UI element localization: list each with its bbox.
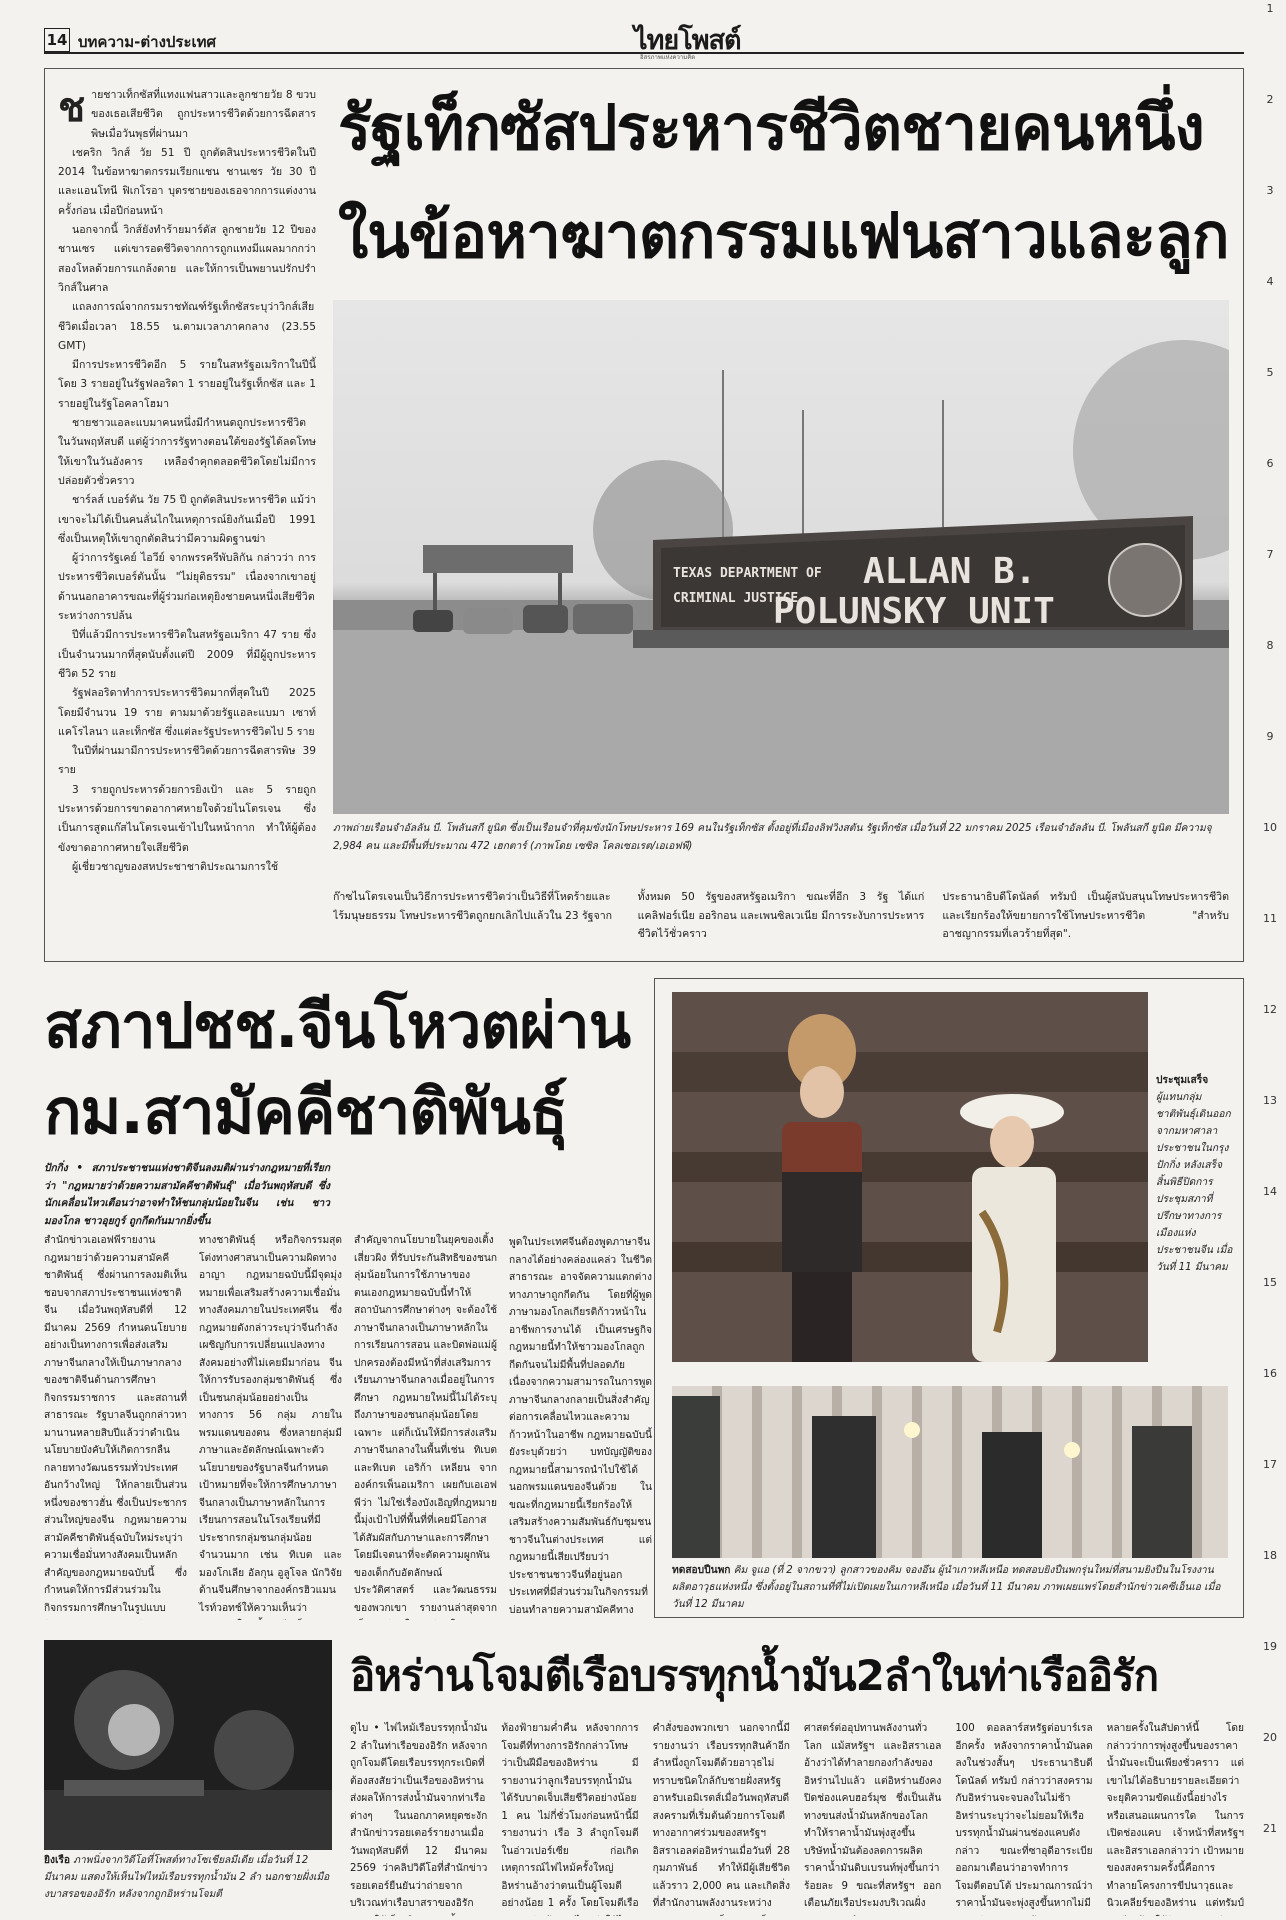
- ruler-mark: 12: [1263, 1003, 1277, 1016]
- story2-headline-line1: สภาปชช.จีนโหวตผ่าน: [44, 989, 631, 1062]
- caption-title: ยิงเรือ: [44, 1855, 71, 1866]
- ethnic-delegates-photo: [672, 992, 1148, 1362]
- column: ดูไบ • ไฟไหม้เรือบรรทุกน้ำมัน 2 ลำในท่าเรือของอิรัก หลังจากถูกโจมตีโดยเรือบรรทุกระเบิดที่ต้องสงสัยว่าเป็นเรือของอิหร่าน ส่งผลให้การส่งน้ำมันจากท่าเรือต่างๆ ในนอกภาคหยุดชะงัก สำนักข่าวรอยเตอร์รายงานเมื่อวันพฤหัสบดีที่ 12 มีนาคม 2569 ว่าคลิปวิดีโอที่สำนักข่าวรอยเตอร์ยืนยันว่าถ่ายจากบริเวณท่าเรือบาสราของอิรัก: [350, 1723, 488, 1909]
- ruler-mark: 15: [1263, 1276, 1277, 1289]
- ruler-mark: 20: [1263, 1731, 1277, 1744]
- story3-headline: อิหร่านโจมตีเรือบรรทุกน้ำมัน2ลำในท่าเรืออิรัก: [350, 1651, 1158, 1700]
- caption-body: ภาพนิ่งจากวิดีโอที่โพสต์ทางโซเชียลมีเดีย เมื่อวันที่ 12 มีนาคม แสดงให้เห็นไฟไหม้เรือบรรทุกน้ำมัน 2 ลำ นอกชายฝั่งเมืองบาสรอของอิรัก หลังจากถูกอิหร่านโจมตี: [44, 1855, 330, 1900]
- story1-bottom-columns: [333, 888, 1229, 954]
- paragraph: ในปีที่ผ่านมามีการประหารชีวิตด้วยการฉีดสารพิษ 39 ราย: [58, 745, 316, 777]
- sign-line1: TEXAS DEPARTMENT OF: [673, 566, 822, 581]
- paragraph: ายชาวเท็กซัสที่แทงแฟนสาวและลูกชายวัย 8 ขวบของเธอเสียชีวิต ถูกประหารชีวิตด้วยการฉีดสารพิษเมื่อวันพุธที่ผ่านมา: [91, 89, 316, 140]
- ruler-mark: 4: [1266, 275, 1274, 288]
- ruler-mark: 1: [1266, 2, 1274, 15]
- column: พูดในประเทศจีนต้องพูดภาษาจีนกลางได้อย่างคล่องแคล่ว ในชีวิตสาธารณะ อาจจัดความแตกต่างทางภาษาถูกกีดกัน โดยที่ผู้พูดภาษามองโกลเกียรติก้าวหน้าในอาชีพการงานได้ เป็นเศรษฐกิจ กฎหมายนี้ทำให้ชาวมองโกลถูกกีดกันจนไม่มีพื้นที่ปลอดภัย เนื่องจากความสามารถในการพูดภาษาจีนกลางกลายเป็นสิ่งสำคัญต่อการเคลื่อนไหวและความก้าวหน้าในอาชีพ กฎหมายฉบับนี้ยังระบุด้วยว่า บทบัญญัติของกฎหมายนี้สามารถนำไปใช้ได้นอกพรมแดนของจีนด้วย ในขณะที่กฎหมายนี้เรียกร้องให้เสริมสร้างความสัมพันธ์กับชุมชนชาวจีนในต่างประเทศ แต่กฎหมายนี้เสียเปรียบว่า ประชาชนชาวจีนที่อยู่นอกประเทศที่มีส่วนร่วมในกิจกรรมที่บ่อนทำลายความสามัคคีทาง: [509, 1237, 652, 1616]
- column: สำคัญจากนโยบายในยุคของเติ้งเสี่ยวผิง ที่รับประกันสิทธิของชนกลุ่มน้อยในการใช้ภาษาของตนเองกฎหมายฉบับนี้ทำให้สถาบันการศึกษาต่างๆ จะต้องใช้ภาษาจีนกลางเป็นภาษาหลักในการเรียนการสอน และบิดพ่อแม่ผู้ปกครองต้องมีหน้าที่ส่งเสริมการเรียนภาษาจีนกลางเมื่ออยู่ในการศึกษา กฎหมายใหม่นี้ไม่ได้ระบุถึงภาษาของชนกลุ่มน้อยโดยเฉพาะ แต่ก็เน้นให้มีการส่งเสริมภาษาจีนกลางในพื้นที่เช่น ทิเบต และทิเบต เอริก้า เหลียน จากองค์กรเพ็นอเมริกา เผยกับเอเอฟพีว่า ไม่ใช่เรื่องบังเอิญที่กฎหมายนี้มุ่งเป้าไปที่พื้นที่ที่เคยมีโอกาสได้สัมผัสกับภาษาและการศึกษา โดยมีเจตนาที่จะตัดความผูกพันของเด็กกับอัตลักษณ์ ประวัติศาสตร์ และวัฒนธรรมของพวกเขา รายงานล่าสุดจาก: [354, 1235, 497, 1614]
- column: หลายครั้งในสัปดาห์นี้ โดยกล่าวว่าการพุ่งสูงขึ้นของราคาน้ำมันจะเป็นเพียงชั่วคราว แต่เขาไม่ได้อธิบายรายละเอียดว่าจะยุติความขัดแย้งนี้อย่างไร หรือเสนอแผนการใด ในการเปิดช่องแคบ เจ้าหน้าที่สหรัฐฯ และอิสราเอลกล่าวว่า เป้าหมายของสงครามครั้งนี้คือการทำลายโครงการขีปนาวุธและนิวเคลียร์ของอิหร่าน แต่ทรัมป์: [1106, 1723, 1244, 1909]
- story1-left-column: [58, 86, 316, 956]
- column: 100 ดอลลาร์สหรัฐต่อบาร์เรลอีกครั้ง หลังจากราคาน้ำมันลดลงในช่วงสั้นๆ ประธานาธิบดีโดนัลด์ ทรัมป์ กล่าวว่าสงครามกับอิหร่านจะจบลงในไม่ช้า อิหร่านระบุว่าจะไม่ยอมให้เรือบรรทุกน้ำมันผ่านช่องแคบดังกล่าว ขณะที่ซาอุดีอาระเบียออกมาเตือนว่าอาจทำการโจมตีตอบโต้ ประมาณการณ์ว่าราคาน้ำมันจะพุ่งสูงขึ้นหากไม่มี: [955, 1723, 1093, 1909]
- ruler-mark: 6: [1266, 457, 1274, 470]
- story2-headline-line2: กม.สามัคคีชาติพันธุ์: [44, 1075, 567, 1148]
- masthead: ไทยโพสต์: [634, 25, 741, 56]
- ruler-mark: 17: [1263, 1458, 1277, 1471]
- burning-tanker-photo: [44, 1640, 332, 1850]
- story3-columns: [350, 1720, 1244, 1916]
- page-number: 14: [44, 28, 70, 52]
- paragraph: ชายชาวแอละแบมาคนหนึ่งมีกำหนดถูกประหารชีวิตในวันพฤหัสบดี แต่ผู้ว่าการรัฐทางตอนใต้ของรัฐได้ลดโทษให้เขาในวันอังคาร เหลือจำคุกตลอดชีวิตโดยไม่มีการปล่อยตัวชั่วคราว: [58, 417, 316, 487]
- tanker-photo-art: [44, 1640, 332, 1850]
- caption-title: ทดสอบปืนพก: [672, 1565, 731, 1576]
- ruler-mark: 10: [1263, 821, 1277, 834]
- ruler-mark: 7: [1266, 548, 1274, 561]
- paragraph: ชาร์ลส์ เบอร์ตัน วัย 75 ปี ถูกตัดสินประหารชีวิต แม้ว่าเขาจะไม่ได้เป็นคนลั่นไกในเหตุการณ์ยิงกันเมื่อปี 1991 ซึ่งเป็นเหตุให้เขาถูกตัดสินว่ามีความผิดฐานฆ่า: [58, 494, 316, 545]
- paragraph: ปีที่แล้วมีการประหารชีวิตในสหรัฐอเมริกา 47 ราย ซึ่งเป็นจำนวนมากที่สุดนับตั้งแต่ปี 2009 ที่มีผู้ถูกประหารชีวิต 52 ราย: [58, 629, 316, 680]
- ethnic-photo-sidecaption: [1156, 1072, 1234, 1276]
- sidecaption-body: ผู้แทนกลุ่มชาติพันธุ์เดินออกจากมหาศาลาประชาชนในกรุงปักกิ่ง หลังเสร็จสิ้นพิธีปิดการประชุมสภาที่ปรึกษาทางการเมืองแห่งประชาชนจีน เมื่อวันที่ 11 มีนาคม: [1156, 1092, 1233, 1273]
- paragraph: นอกจากนี้ วิกส์ยังทำร้ายมาร์ดัส ลูกชายวัย 12 ปีของชานเซร แต่เขารอดชีวิตจากการถูกแทงมีแผลมากกว่าสองโหลด้วยการแกล้งตาย และให้การเป็นพยานปรักปรำวิกส์ในศาล: [58, 224, 316, 294]
- ruler-mark: 3: [1266, 184, 1274, 197]
- sign-line2: CRIMINAL JUSTICE: [673, 591, 799, 606]
- paragraph: มีการประหารชีวิตอีก 5 รายในสหรัฐอเมริกาในปีนี้ โดย 3 รายอยู่ในรัฐฟลอริดา 1 รายอยู่ในรัฐเท็กซัส และ 1 รายอยู่ในรัฐโอคลาโฮมา: [58, 359, 316, 410]
- story1-headline-line2: ในข้อหาฆาตกรรมแฟนสาวและลูก: [338, 199, 1229, 272]
- column: คำสั่งของพวกเขา นอกจากนี้มีรายงานว่า เรือบรรทุกสินค้าอีกลำหนึ่งถูกโจมตีด้วยอาวุธไม่ทราบชนิดใกล้กับชายฝั่งสหรัฐอาหรับเอมิเรตส์เมื่อวันพฤหัสบดี สงครามที่เริ่มต้นด้วยการโจมตีทางอากาศร่วมของสหรัฐฯ อิสราเอลต่ออิหร่านเมื่อวันที่ 28 กุมภาพันธ์ ทำให้มีผู้เสียชีวิตแล้วราว 2,000 คน และเกิดสิ่งที่สำนักงานพลังงานระหว่าง: [652, 1723, 790, 1909]
- ruler-mark: 13: [1263, 1094, 1277, 1107]
- column: สำนักข่าวเอเอฟพีรายงานกฎหมายว่าด้วยความสามัคคีชาติพันธุ์ ซึ่งผ่านการลงมติเห็นชอบจากสภาประชาชนแห่งชาติจีน เมื่อวันพฤหัสบดีที่ 12 มีนาคม 2569 กำหนดนโยบายอย่างเป็นทางการเพื่อส่งเสริมภาษาจีนกลางให้เป็นภาษากลางของชาติจีนด้านการศึกษา กิจกรรมราชการ และสถานที่สาธารณะ รัฐบาลจีนถูกกล่าวหามานานหลายสิบปีแล้วว่าดำเนินนโยบายบังคับให้เกิดการกลืนกลายทางวัฒนธรรมทั่วประเทศ อันกว้างใหญ่ ให้กลายเป็นส่วนหนึ่งของชาวฮั่น ซึ่งเป็นประชากรส่วนใหญ่ของจีน กฎหมายความสามัคคีชาติพันธุ์ฉบับใหม่ระบุว่า ความเชื่อมั่นทางสังคมเป็นหลักสำคัญของกฎหมายฉบับนี้ ซึ่งกำหนดให้การมีส่วนร่วมในกิจกรรมการศึกษาในรูปแบบ: [44, 1235, 187, 1614]
- column: ศาสตร์ต่ออุปทานพลังงานทั่วโลก แม้สหรัฐฯ และอิสราเอลอ้างว่าได้ทำลายกองกำลังของอิหร่านไปแล้ว แต่อิหร่านยังคงปิดช่องแคบฮอร์มุซ ชึ่งเป็นเส้นทางขนส่งน้ำมันหลักของโลก ทำให้ราคาน้ำมันพุ่งสูงขึ้น บริษัทน้ำมันต้องลดการผลิต ราคาน้ำมันดิบเบรนท์พุ่งขึ้นกว่าร้อยละ 9 ขณะที่สหรัฐฯ ออกเตือนภัยเรือประมงบริเวณฝั่ง: [803, 1723, 942, 1909]
- ethnic-photo-art: [672, 992, 1148, 1362]
- caption-body: คิม จูแอ (ที่ 2 จากขวา) ลูกสาวของคิม จองอึน ผู้นำเกาหลีเหนือ ทดสอบยิงปืนพกรุ่นใหม่ที่สนามยิงปืนในโรงงานผลิตอาวุธแห่งหนึ่ง ซึ่งตั้งอยู่ในสถานที่ที่ไม่เปิดเผยในเกาหลีเหนือ เมื่อวันที่ 11 มีนาคม ภาพเผยแพร่โดยสำนักข่าวเคซีเอ็นเอ เมื่อวันที่ 12 มีนาคม: [672, 1565, 1221, 1610]
- ruler-mark: 14: [1263, 1185, 1277, 1198]
- pistol-photo-caption: [672, 1562, 1228, 1613]
- pistol-test-photo: [672, 1386, 1228, 1558]
- column: ท้องฟ้ายามค่ำคืน หลังจากการโจมตีที่ทางการอิรักกล่าวโทษว่าเป็นฝีมือของอิหร่าน มีรายงานว่าลูกเรือบรรทุกน้ำมันได้รับบาดเจ็บเสียชีวิตอย่างน้อย 1 คน ไม่กี่ชั่วโมงก่อนหน้านี้มีรายงานว่า เรือ 3 ลำถูกโจมตีในอ่าวเปอร์เซีย ก่อเกิดเหตุการณ์ไฟไหม้ครั้งใหญ่ อิหร่านอ้างว่าตนเป็นผู้โจมตีอย่างน้อย 1 ครั้ง โดยโจมตีเรือ: [501, 1723, 639, 1909]
- story2-lead: ปักกิ่ง • สภาประชาชนแห่งชาติจีนลงมติผ่านร่างกฎหมายที่เรียกว่า "กฎหมายว่าด้วยความสามัคคีชาติพันธุ์" เมื่อวันพฤหัสบดี ซึ่งนักเคลื่อนไหวเตือนว่าอาจทำให้ชนกลุ่มน้อยในจีน เช่น ชาวมองโกล ชาวอุยกูร์ ถูกกีดกันมากยิ่งขึ้น: [44, 1163, 330, 1227]
- paragraph: ผู้เชี่ยวชาญของสหประชาชาติประณามการใช้: [72, 860, 279, 873]
- page-header: [44, 25, 1244, 61]
- sidecaption-title: ประชุมเสร็จ: [1156, 1075, 1209, 1086]
- ruler-mark: 9: [1266, 730, 1274, 743]
- ruler-mark: 18: [1263, 1549, 1277, 1562]
- ruler-mark: 5: [1266, 366, 1274, 379]
- section-name: บทความ-ต่างประเทศ: [78, 33, 217, 51]
- ruler-mark: 8: [1266, 639, 1274, 652]
- column: ทั้งหมด 50 รัฐของสหรัฐอเมริกา ขณะที่อีก 3 รัฐ ได้แก่ แคลิฟอร์เนีย ออริกอน และเพนซิลเวเนีย มีการระงับการประหารชีวิตไว้ชั่วคราว: [637, 891, 925, 941]
- paragraph: 3 รายถูกประหารด้วยการยิงเป้า และ 5 รายถูกประหารด้วยการขาดอากาศหายใจด้วยไนโตรเจน ซึ่งเป็นการสูดแก๊สไนโตรเจนเข้าไปในหน้ากาก ทำให้ผู้ต้องขังขาดอากาศหายใจเสียชีวิต: [58, 783, 316, 854]
- column: ก๊าซไนโตรเจนเป็นวิธีการประหารชีวิตว่าเป็นวิธีที่โหดร้ายและไร้มนุษยธรรม โทษประหารชีวิตถูกยกเลิกไปแล้วใน 23 รัฐจาก: [333, 891, 613, 922]
- ruler-mark: 19: [1263, 1640, 1277, 1653]
- dropcap: ช: [58, 86, 86, 131]
- prison-photo-caption: ภาพถ่ายเรือนจำอัลลัน บี. โพลันสกี ยูนิต ซึ่งเป็นเรือนจำที่คุมขังนักโทษประหาร 169 คนในรัฐเท็กซัส ตั้งอยู่ที่เมืองลิฟวิงสตัน รัฐเท็กซัส เมื่อวันที่ 22 มกราคม 2025 เรือนจำอัลลัน บี. โพลันสกี ยูนิต มีความจุ 2,984 คน และมีพื้นที่ประมาณ 472 เฮกตาร์ (ภาพโดย เซซิล โคลเซอเรต/เอเอฟพี): [333, 823, 1212, 852]
- ruler-mark: 11: [1263, 912, 1277, 925]
- sign-big2: POLUNSKY UNIT: [773, 591, 1055, 632]
- prison-photo: [333, 300, 1229, 814]
- masthead-tagline: อิสรภาพแห่งความคิด: [640, 54, 696, 61]
- paragraph: รัฐฟลอริดาทำการประหารชีวิตมากที่สุดในปี 2025 โดยมีจำนวน 19 ราย ตามมาด้วยรัฐแอละแบมา เซาท์แคโรไลนา และเท็กซัส ซึ่งแต่ละรัฐประหารชีวิตไป 5 ราย: [58, 687, 316, 738]
- column: ประธานาธิบดีโดนัลด์ ทรัมป์ เป็นผู้สนับสนุนโทษประหารชีวิต และเรียกร้องให้ขยายการใช้โทษประหารชีวิต "สำหรับอาชญากรรมที่เลวร้ายที่สุด".: [942, 891, 1229, 941]
- ruler-mark: 21: [1263, 1822, 1277, 1835]
- prison-photo-art: [333, 300, 1229, 814]
- sign-big1: ALLAN B.: [863, 551, 1037, 592]
- pistol-photo-art: [672, 1386, 1228, 1558]
- page-ruler: [1254, 0, 1286, 1920]
- story1-headline-line1: รัฐเท็กซัสประหารชีวิตชายคนหนึ่ง: [338, 91, 1204, 164]
- ruler-mark: 16: [1263, 1367, 1277, 1380]
- paragraph: เชคริก วิกส์ วัย 51 ปี ถูกตัดสินประหารชีวิตในปี 2014 ในข้อหาฆาตกรรมเรียกแชน ชานเซร วัย 30 ปี และแอนโทนี ฟิเกโรอา บุตรชายของเธอจากการแต่งงานครั้งก่อน เมื่อปีก่อนหน้า: [58, 146, 316, 217]
- story2-columns: [44, 1232, 652, 1620]
- column: ทางชาติพันธุ์ หรือกิจกรรมสุดโต่งทางศาสนาเป็นความผิดทางอาญา กฎหมายฉบับนี้มีจุดมุ่งหมายเพื่อเสริมสร้างความเชื่อมั่นทางสังคมภายในประเทศจีน ซึ่งกฎหมายดังกล่าวระบุว่าจีนกำลังเผชิญกับการเปลี่ยนแปลงทางสังคมอย่างที่ไม่เคยมีมาก่อน จีนให้การรับรองกลุ่มชาติพันธุ์ ซึ่งเป็นชนกลุ่มน้อยอย่างเป็นทางการ 56 กลุ่ม ภายในพรมแดนของตน ซึ่งหลายกลุ่มมีภาษาและอัตลักษณ์เฉพาะตัว นโยบายของรัฐบาลจีนกำหนดเป้าหมายที่จะให้การศึกษาภาษาจีนกลางเป็นภาษาหลักในการเรียนการสอนในโรงเรียนที่มีประชากรกลุ่มชนกลุ่มน้อยจำนวนมาก เช่น ทิเบต และมองโกเลีย อัลกุน อูลูโจล นักวิจัยด้านจีนศึกษาจากองค์กรฮิวแมนไรท์วอทช์ให้ความเห็นว่า: [199, 1235, 342, 1614]
- paragraph: ผู้ว่าการรัฐเคย์ ไอวีย์ จากพรรครีพับลิกัน กล่าวว่า การประหารชีวิตเบอร์ตันนั้น "ไม่ยุติธรรม" เนื่องจากเขาอยู่ด้านนอกอาคารขณะที่ผู้ร่วมก่อเหตุยิงชายคนหนึ่งเสียชีวิตระหว่างการปล้น: [58, 552, 316, 623]
- paragraph: แถลงการณ์จากกรมราชทัณฑ์รัฐเท็กซัสระบุว่าวิกส์เสียชีวิตเมื่อเวลา 18.55 น.ตามเวลาภาคกลาง (23.55 GMT): [58, 301, 316, 352]
- tanker-photo-caption: [44, 1852, 332, 1903]
- ruler-mark: 2: [1266, 93, 1274, 106]
